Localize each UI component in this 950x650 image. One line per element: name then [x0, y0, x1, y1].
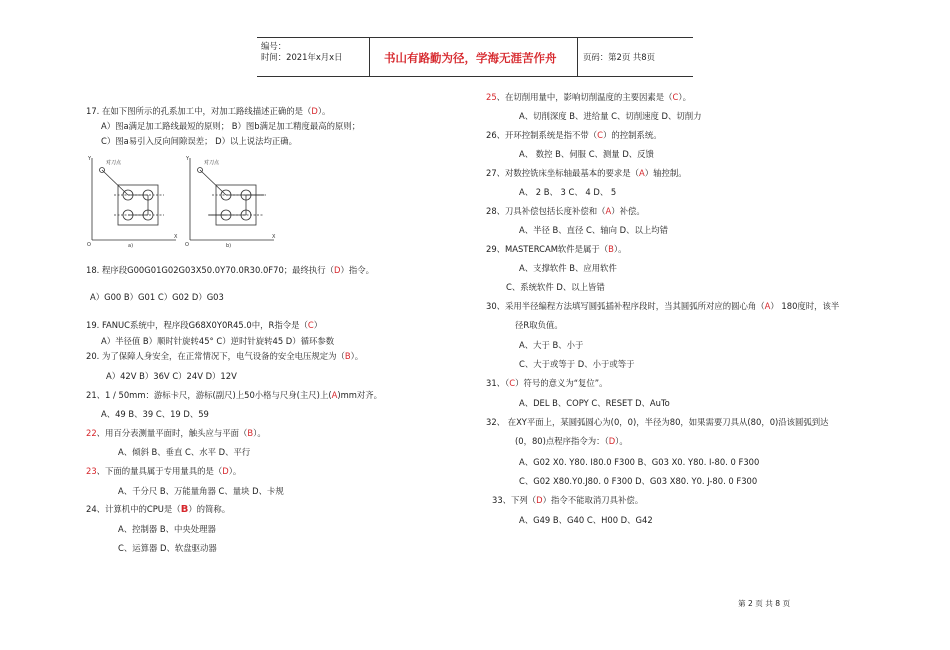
q28-options: A、半径 B、直径 C、轴向 D、以上均错: [519, 225, 669, 235]
answer: B: [608, 244, 614, 254]
q30-options-1: A、大于 B、小于: [519, 340, 584, 350]
tool-point-label-b: 对刀点: [204, 160, 220, 166]
answer: D: [311, 106, 318, 116]
q18-options: A）G00 B）G01 C）G02 D）G03: [90, 292, 224, 302]
answer: A: [764, 301, 771, 311]
q32-options-2: C、G02 X80.Y0.J80. 0 F300 D、G03 X80. Y0. J-80. 0 F300: [519, 476, 758, 486]
q33-options: A、G49 B、G40 C、H00 D、G42: [519, 515, 653, 525]
answer: A: [639, 168, 645, 178]
question-32: 32、 在XY平面上，某圆弧圆心为(0，0)，半径为80，如果需要刀具从(80，0)沿该圆弧到达: [486, 417, 829, 427]
question-21: 21、1 / 50mm：游标卡尺，游标(副尺)上50小格与尺身(主尺)上(A)mm对齐。: [86, 390, 383, 400]
q27-options: A、 2 B、 3 C、 4 D、 5: [519, 187, 617, 197]
question-22: 22、用百分表测量平面时，触头应与平面（B）。: [86, 428, 266, 438]
page-label: 页码：第2页 共8页: [583, 52, 655, 62]
q24-options-1: A、控制器 B、中央处理器: [118, 524, 216, 534]
q30-options-2: C、大于或等于 D、小于或等于: [519, 359, 635, 369]
question-19: 19. FANUC系统中，程序段G68X0Y0R45.0中，R指令是（C）: [86, 320, 323, 330]
origin-label: O: [87, 242, 91, 248]
q22-options: A、倾斜 B、垂直 C、水平 D、平行: [118, 447, 251, 457]
answer: C: [307, 320, 314, 330]
question-31: 31、（C）符号的意义为“复位”。: [486, 378, 608, 388]
answer: C: [509, 378, 516, 388]
question-17: 17. 在如下图所示的孔系加工中，对加工路线描述正确的是（D）。: [86, 106, 331, 116]
answer: D: [608, 436, 616, 446]
time-label: 时间：2021年x月x日: [261, 52, 343, 62]
answer: B: [180, 504, 189, 515]
axis-y-label: Y: [186, 156, 190, 162]
tool-point-label-a: 对刀点: [106, 160, 122, 166]
q32-options-1: A、G02 X0. Y80. I80.0 F300 B、G03 X0. Y80. I-80. 0 F300: [519, 457, 760, 467]
answer: A: [331, 390, 338, 400]
tool-path: [200, 170, 226, 195]
question-27: 27、对数控铣床坐标轴最基本的要求是（A）轴控制。: [486, 168, 687, 178]
answer: B: [344, 351, 351, 361]
question-20: 20. 为了保障人身安全，在正常情况下，电气设备的安全电压规定为（B）。: [86, 351, 364, 361]
tool-path: [102, 170, 128, 195]
q17-options-1: A）图a满足加工路线最短的原则； B）图b满足加工精度最高的原则；: [101, 121, 361, 131]
caption-b: b): [226, 243, 232, 249]
answer: C: [597, 130, 604, 140]
axis-y-label: Y: [88, 156, 92, 162]
question-18: 18. 程序段G00G01G02G03X50.0Y70.0R30.0F70；最终执行（D）指令。: [86, 265, 374, 275]
question-25: 25、在切削用量中，影响切削温度的主要因素是（C）。: [486, 92, 691, 102]
header-divider: [369, 38, 370, 76]
footer-page-number: 第 2 页 共 8 页: [738, 599, 791, 608]
q29-options-2: C、系统软件 D、以上皆错: [506, 282, 605, 292]
q24-options-2: C、运算器 D、软盘驱动器: [118, 543, 217, 553]
q25-options: A、切削深度 B、进给量 C、切削速度 D、切削力: [519, 111, 702, 121]
header-table: [257, 37, 693, 77]
question-32-line-2: (0，80)点程序指令为：（D）。: [515, 436, 628, 446]
answer: A: [605, 206, 612, 216]
question-28: 28、刀具补偿包括长度补偿和（A）补偿。: [486, 206, 645, 216]
q23-options: A、千分尺 B、万能量角器 C、量块 D、卡规: [118, 486, 284, 496]
header-divider: [577, 38, 578, 76]
answer: B: [247, 428, 254, 438]
origin-label: O: [185, 242, 189, 248]
motto: 书山有路勤为径，学海无涯苦作舟: [384, 51, 557, 65]
axis-x-label: X: [174, 234, 178, 240]
answer: C: [672, 92, 679, 102]
q19-options: A）半径值 B）顺时针旋转45° C）逆时针旋转45 D）循环参数: [101, 336, 335, 346]
q20-options: A）42V B）36V C）24V D）12V: [106, 371, 237, 381]
question-30-line-2: 径R取负值。: [515, 320, 563, 330]
question-23: 23、下面的量具属于专用量具的是（D）。: [86, 466, 242, 476]
q31-options: A、DEL B、COPY C、RESET D、AuTo: [519, 398, 670, 408]
answer: D: [334, 265, 341, 275]
question-26: 26、开环控制系统是指不带（C）的控制系统。: [486, 130, 662, 140]
q17-options-2: C）图a易引入反向间隙误差； D）以上说法均正确。: [101, 136, 297, 146]
axis-x-label: X: [272, 234, 276, 240]
q29-options-1: A、支撑软件 B、应用软件: [519, 263, 617, 273]
code-label: 编号：: [261, 41, 287, 51]
question-24: 24、计算机中的CPU是（B）的简称。: [86, 504, 231, 515]
caption-a: a): [128, 243, 134, 249]
question-33: 33、下列（D）指令不能取消刀具补偿。: [492, 495, 644, 505]
question-30: 30、采用半径编程方法填写圆弧插补程序段时，当其圆弧所对应的圆心角（A） 180度时，该半: [486, 301, 840, 311]
q21-options: A、49 B、39 C、19 D、59: [101, 409, 209, 419]
answer: D: [222, 466, 229, 476]
q26-options: A、 数控 B、伺服 C、测量 D、反馈: [519, 149, 654, 159]
question-29: 29、MASTERCAM软件是属于（B）。: [486, 244, 627, 254]
hole-machining-figure: [84, 152, 284, 252]
answer: D: [536, 495, 543, 505]
